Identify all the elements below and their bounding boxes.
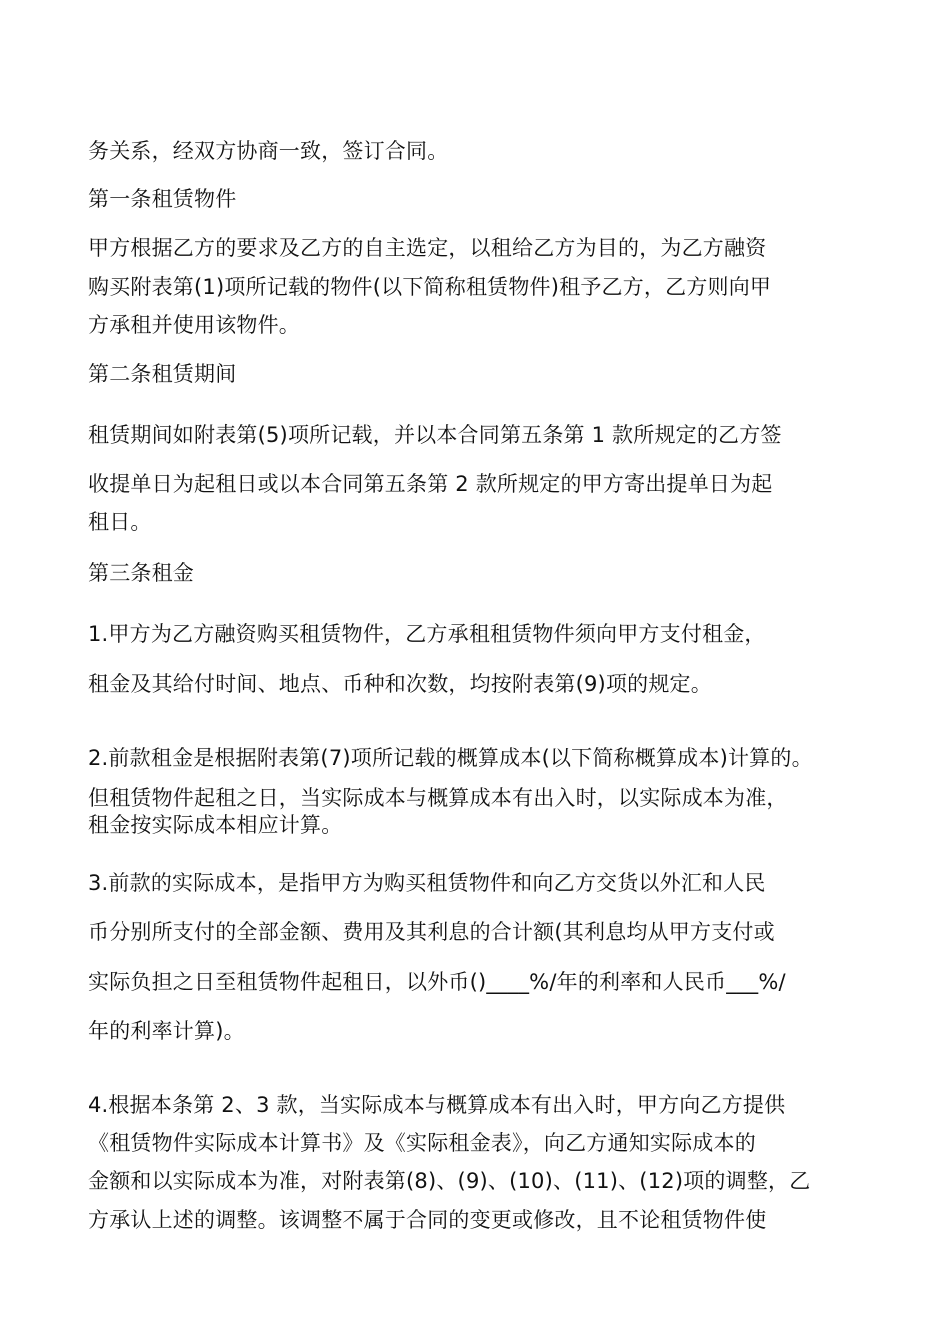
text-line: 币分别所支付的全部金额、费用及其利息的合计额(其利息均从甲方支付或 xyxy=(88,920,775,944)
section-heading: 第二条租赁期间 xyxy=(88,362,237,386)
text-line: 金额和以实际成本为准，对附表第(8)、(9)、(10)、(11)、(12)项的调整，乙 xyxy=(88,1169,811,1193)
section-heading: 第一条租赁物件 xyxy=(88,187,237,211)
text-line: 方承认上述的调整。该调整不属于合同的变更或修改，且不论租赁物件使 xyxy=(88,1208,767,1232)
text-line: 1.甲方为乙方融资购买租赁物件，乙方承租租赁物件须向甲方支付租金， xyxy=(88,622,766,646)
text-line: 年的利率计算)。 xyxy=(88,1019,245,1043)
text-line: 3.前款的实际成本，是指甲方为购买租赁物件和向乙方交货以外汇和人民 xyxy=(88,871,766,895)
text-line: 务关系，经双方协商一致，签订合同。 xyxy=(88,139,449,163)
section-heading: 第三条租金 xyxy=(88,561,194,585)
text-line: 2.前款租金是根据附表第(7)项所记载的概算成本(以下简称概算成本)计算的。 xyxy=(88,746,813,770)
text-line: 租赁期间如附表第(5)项所记载，并以本合同第五条第 1 款所规定的乙方签 xyxy=(88,423,782,447)
text-line: 《租赁物件实际成本计算书》及《实际租金表》，向乙方通知实际成本的 xyxy=(88,1131,756,1155)
text-line: 甲方根据乙方的要求及乙方的自主选定，以租给乙方为目的，为乙方融资 xyxy=(88,236,767,260)
text-line: 但租赁物件起租之日，当实际成本与概算成本有出入时，以实际成本为准， xyxy=(88,786,788,810)
text-line: 方承租并使用该物件。 xyxy=(88,313,300,337)
text-line: 实际负担之日至租赁物件起租日，以外币()____%/年的利率和人民币___%/ xyxy=(88,970,786,994)
text-line: 收提单日为起租日或以本合同第五条第 2 款所规定的甲方寄出提单日为起 xyxy=(88,472,773,496)
text-line: 租日。 xyxy=(88,510,152,534)
text-line: 4.根据本条第 2、3 款，当实际成本与概算成本有出入时，甲方向乙方提供 xyxy=(88,1093,786,1117)
text-line: 租金及其给付时间、地点、币种和次数，均按附表第(9)项的规定。 xyxy=(88,672,712,696)
text-line: 租金按实际成本相应计算。 xyxy=(88,813,343,837)
text-line: 购买附表第(1)项所记载的物件(以下简称租赁物件)租予乙方，乙方则向甲 xyxy=(88,275,772,299)
